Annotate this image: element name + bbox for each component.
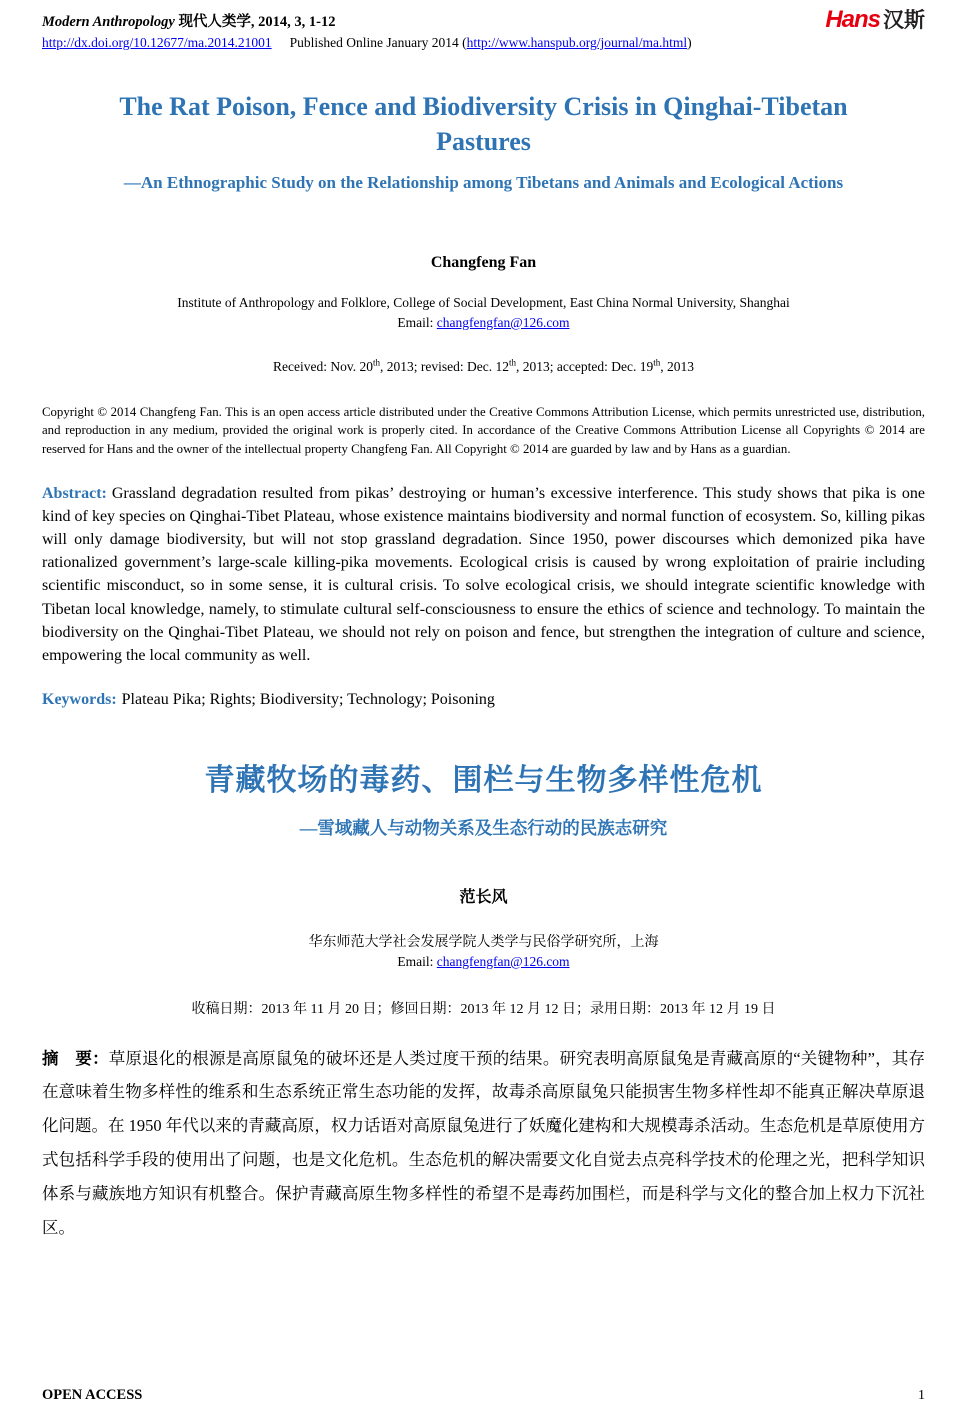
- received-part: , 2013; accepted: Dec. 19: [516, 358, 654, 374]
- article-subtitle-cn: —雪域藏人与动物关系及生态行动的民族志研究: [299, 817, 668, 838]
- author-name-en: Changfeng Fan: [430, 253, 537, 271]
- received-dates-cn: 收稿日期：2013 年 11 月 20 日；修回日期：2013 年 12 月 12 日；录用日期：2013 年 12 月 19 日: [191, 1001, 776, 1017]
- doi-link[interactable]: http://dx.doi.org/10.12677/ma.2014.21001: [42, 35, 272, 50]
- received-part: Received: Nov. 20: [273, 358, 373, 374]
- journal-name-cn: 现代人类学, 2014, 3, 1-12: [174, 14, 336, 30]
- article-subtitle-en: —An Ethnographic Study on the Relationship among Tibetans and Animals and Ecological Actions: [123, 173, 844, 193]
- keywords-text-en: Plateau Pika; Rights; Biodiversity; Technology; Poisoning: [121, 690, 495, 708]
- open-access-label: OPEN ACCESS: [42, 1387, 143, 1403]
- keywords-label-en: Keywords:: [42, 690, 117, 708]
- received-part: , 2013: [660, 358, 694, 374]
- author-name-cn: 范长风: [459, 888, 508, 906]
- page-number: 1: [918, 1388, 925, 1403]
- journal-title-line: [42, 6, 336, 31]
- abstract-section-en: [42, 482, 925, 666]
- author-affiliation-cn: 华东师范大学社会发展学院人类学与民俗学研究所，上海: [308, 934, 659, 950]
- abstract-text-cn: 草原退化的根源是高原鼠兔的破坏还是人类过度干预的结果。研究表明高原鼠兔是青藏高原的“关键物种”，其存在意味着生物多样性的维系和生态系统正常生态功能的发挥，故毒杀高原鼠兔只能损害生物多样性却不能真正解决草原退化问题。在 1950 年代以来的青藏高原，权力话语对高原鼠兔进行了妖魔化建构和大规模毒杀活动。生态危机是草原使用方式包括科学手段的使用出了问题，也是文化危机。生态危机的解决需要文化自觉去点亮科学技术的伦理之光，把科学知识体系与藏族地方知识有机整合。保护青藏高原生物多样性的希望不是毒药加围栏，而是科学与文化的整合加上权力下沉社区。: [42, 1048, 925, 1237]
- email-link-cn[interactable]: changfengfan@126.com: [436, 953, 570, 969]
- author-affiliation-en: Institute of Anthropology and Folklore, College of Social Development, East China Normal University, Shanghai: [177, 294, 790, 310]
- hans-logo-cn-text: 汉斯: [883, 9, 925, 32]
- hans-logo-text: Hans: [825, 6, 880, 33]
- abstract-label-cn: 摘 要：: [42, 1048, 109, 1068]
- journal-name-en: Modern Anthropology: [42, 14, 175, 30]
- article-title-cn: 青藏牧场的毒药、围栏与生物多样性危机: [204, 763, 763, 797]
- received-part: , 2013; revised: Dec. 12: [380, 358, 509, 374]
- abstract-section-cn: [42, 1042, 925, 1245]
- received-dates-en: [42, 359, 925, 375]
- ordinal-suffix: th: [508, 357, 516, 368]
- published-text: Published Online January 2014 (: [289, 35, 467, 50]
- copyright-notice: Copyright © 2014 Changfeng Fan. This is an open access article distributed under the Creative Commons Attribution License, which permits unrestricted use, distribution, and reproduction in any medium, provided the original work is properly cited. In accordance of the Creative Commons Attribution License all Copyrights © 2014 are reserved for Hans and the owner of the intellectual property Changfeng Fan. All Copyright © 2014 are guarded by law and by Hans as a guardian.: [42, 404, 925, 456]
- journal-header: [42, 6, 925, 51]
- ordinal-suffix: th: [653, 357, 661, 368]
- email-label-cn: Email:: [397, 953, 437, 969]
- abstract-text-en: Grassland degradation resulted from pikas’ destroying or human’s excessive interference. This study shows that pika is one kind of key species on Qinghai-Tibet Plateau, whose existence maintains biodiversity and normal function of ecosystem. So, killing pikas will only damage biodiversity, but will not stop grassland degradation. Since 1950, power discourses which demonized pika have rationalized government’s large-scale killing-pika movements. Ecological crisis is caused by wrong exploitation of prairie including scientific misconduct, so in some sense, it is cultural crisis. To solve ecological crisis, we should integrate scientific knowledge with Tibetan local knowledge, namely, to stimulate cultural self-consciousness to ensure the ethics of science and technology. To maintain the biodiversity on the Qinghai-Tibet Plateau, we should not rely on poison and fence, but strengthen the integration of culture and science, empowering the local community as well.: [42, 485, 925, 664]
- ordinal-suffix: th: [373, 357, 381, 368]
- publication-info-line: [42, 35, 925, 51]
- email-link[interactable]: changfengfan@126.com: [436, 314, 570, 330]
- abstract-label-en: Abstract:: [42, 485, 107, 503]
- hans-logo: [825, 6, 925, 32]
- email-line-en: [42, 315, 925, 331]
- keywords-section-en: [42, 691, 925, 709]
- article-title-en: The Rat Poison, Fence and Biodiversity Crisis in Qinghai-Tibetan Pastures: [119, 92, 848, 157]
- page-footer: [42, 1387, 925, 1404]
- email-line-cn: [42, 954, 925, 970]
- published-close: ): [687, 35, 692, 50]
- journal-url-link[interactable]: http://www.hanspub.org/journal/ma.html: [466, 35, 688, 50]
- email-label: Email:: [397, 314, 437, 330]
